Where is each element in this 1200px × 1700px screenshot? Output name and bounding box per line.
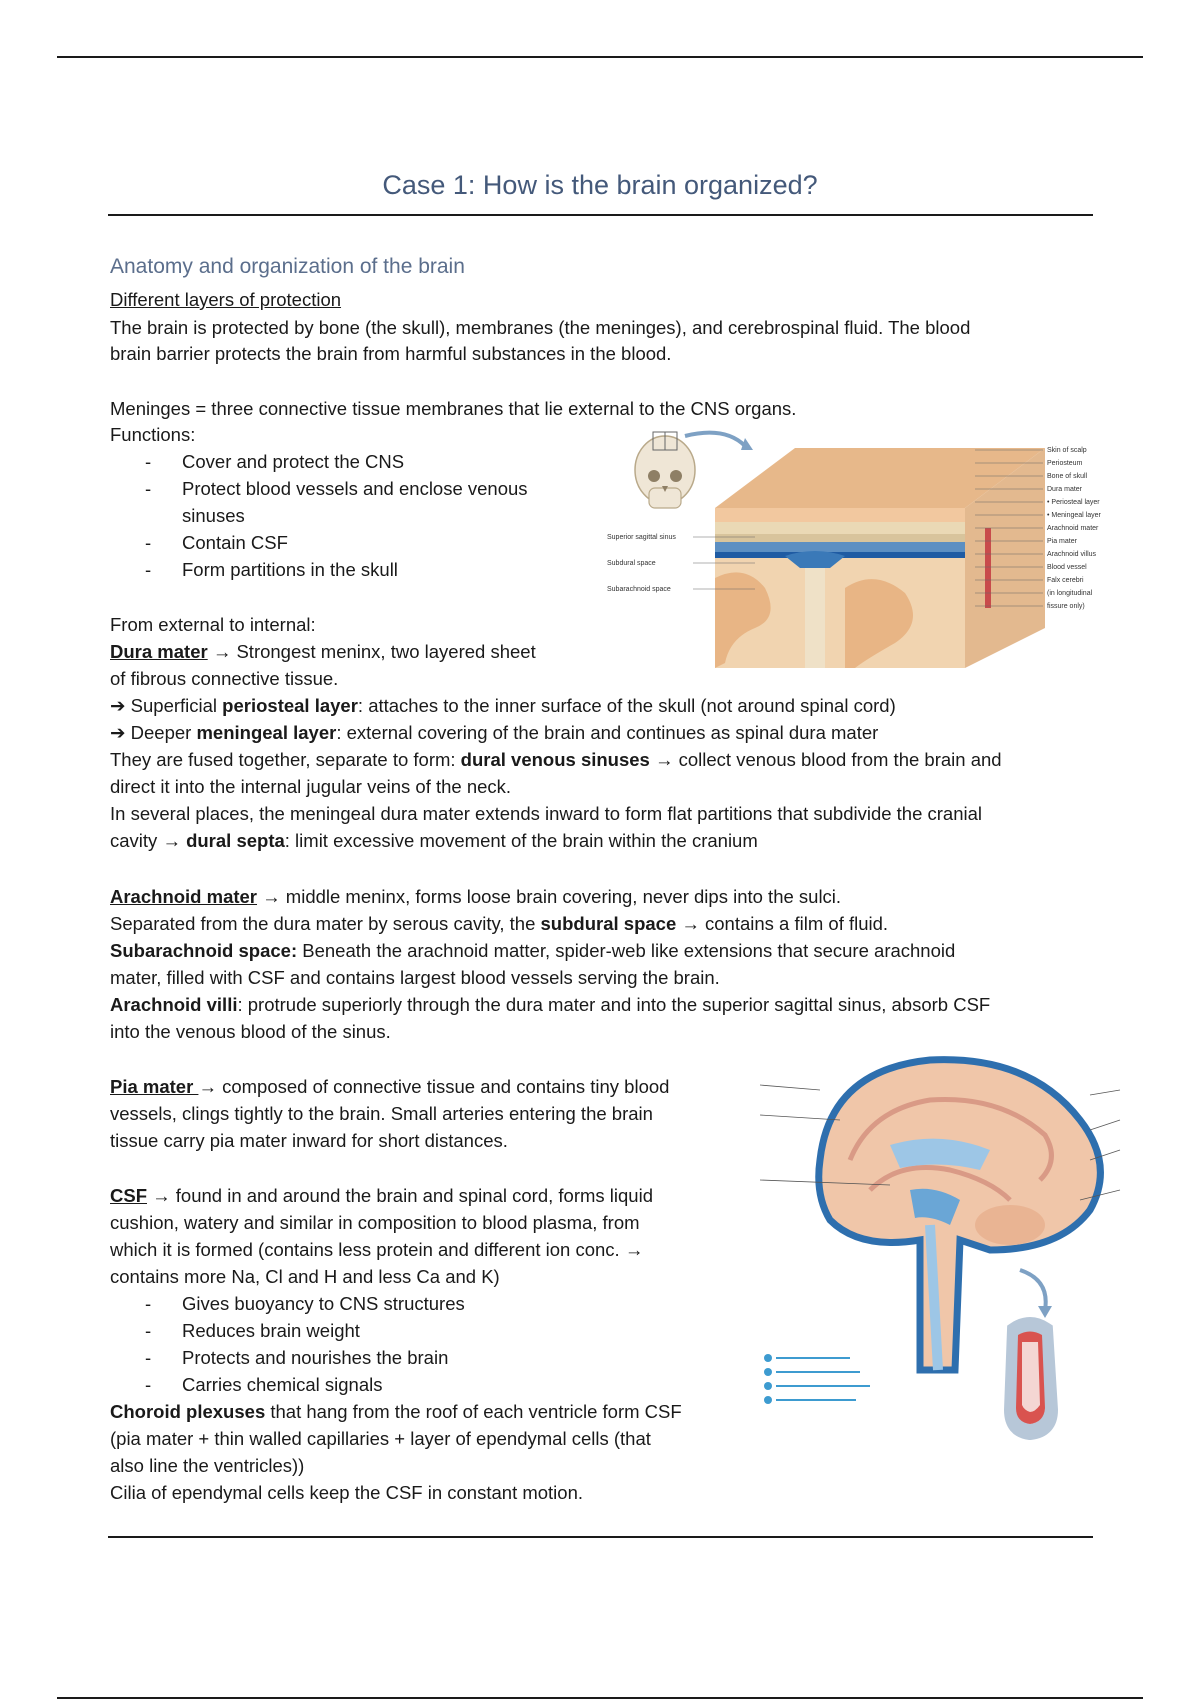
- paragraph-line: vessels, clings tightly to the brain. Small arteries entering the brain: [110, 1103, 653, 1124]
- text-span: → composed of connective tissue and contains tiny blood: [198, 1076, 670, 1097]
- list-item: Protect blood vessels and enclose venous: [182, 478, 528, 499]
- choroid-line: [110, 1399, 682, 1426]
- order-label: From external to internal:: [110, 614, 316, 635]
- top-rule: [57, 56, 1143, 58]
- choroid-plexus-detail: [1012, 1325, 1050, 1432]
- bullet-dash: -: [145, 478, 152, 499]
- figure-label: Falx cerebri: [1047, 577, 1084, 584]
- figure-label: Blood vessel: [1047, 564, 1087, 571]
- subarachnoid-term: Subarachnoid space:: [110, 940, 298, 961]
- text-span: : protrude superiorly through the dura mater and into the superior sagittal sinus, absorb CSF: [237, 994, 991, 1015]
- paragraph-line: of fibrous connective tissue.: [110, 668, 339, 689]
- text-span: Beneath the arachnoid matter, spider-web like extensions that secure arachnoid: [297, 940, 956, 961]
- text-span: → found in and around the brain and spinal cord, forms liquid: [147, 1185, 653, 1206]
- subheading-protection: Different layers of protection: [110, 289, 342, 310]
- subdural-term: subdural space: [540, 913, 677, 934]
- paragraph-line: The brain is protected by bone (the skull), membranes (the meninges), and cerebrospinal fluid. The blood: [110, 317, 971, 338]
- meninges-definition: Meninges = three connective tissue membranes that lie external to the CNS organs.: [110, 398, 797, 419]
- text-span: Deeper: [125, 722, 197, 743]
- text-span: cavity: [110, 830, 163, 851]
- list-item: Reduces brain weight: [182, 1320, 360, 1341]
- periosteal-term: periosteal layer: [222, 695, 358, 716]
- pointer-arrow: [685, 433, 745, 446]
- figure-label: (in longitudinal: [1047, 590, 1093, 597]
- figure-label: Skin of scalp: [1047, 447, 1087, 454]
- dura-mater-term: Dura mater: [110, 641, 208, 662]
- figure-label: Subarachnoid space: [607, 586, 671, 593]
- arachnoid-line: [110, 884, 841, 911]
- text-span: → contains a film of fluid.: [676, 913, 889, 934]
- bullet-dash: -: [145, 1320, 152, 1341]
- text-span: : limit excessive movement of the brain within the cranium: [284, 830, 758, 851]
- subarachnoid-line: [110, 938, 955, 965]
- text-span: They are fused together, separate to form:: [110, 749, 461, 770]
- step-legend: [764, 1354, 870, 1404]
- text-span: Separated from the dura mater by serous cavity, the: [110, 913, 541, 934]
- fused-line: [110, 747, 1002, 774]
- dural-septa-term: dural septa: [180, 830, 285, 851]
- text-span: Superficial: [125, 695, 223, 716]
- figure-label: Bone of skull: [1047, 473, 1088, 480]
- paragraph-line: tissue carry pia mater inward for short distances.: [110, 1130, 508, 1151]
- bullet-dash: -: [145, 532, 152, 553]
- paragraph-line: which it is formed (contains less protein and different ion conc. →: [110, 1239, 644, 1260]
- paragraph-line: Cilia of ependymal cells keep the CSF in constant motion.: [110, 1482, 584, 1503]
- content-end-rule: [108, 1536, 1093, 1538]
- figure-label: Subdural space: [607, 560, 656, 567]
- text-span: : attaches to the inner surface of the skull (not around spinal cord): [357, 695, 896, 716]
- dura-mater-line: [110, 639, 536, 666]
- arachnoid-term: Arachnoid mater: [110, 886, 258, 907]
- text-span: → middle meninx, forms loose brain covering, never dips into the sulci.: [257, 886, 842, 907]
- figure-label: fissure only): [1047, 603, 1085, 610]
- csf-line: [110, 1183, 653, 1210]
- bullet-dash: -: [145, 1374, 152, 1395]
- arrow-glyph: →: [212, 641, 232, 662]
- meningeal-term: meningeal layer: [196, 722, 337, 743]
- ventricles-figure: [760, 1050, 1160, 1490]
- paragraph-line: mater, filled with CSF and contains largest blood vessels serving the brain.: [110, 967, 720, 988]
- list-item: Form partitions in the skull: [182, 559, 398, 580]
- figure-label: Periosteum: [1047, 460, 1083, 467]
- pia-term: Pia mater: [110, 1076, 199, 1097]
- skull-icon: [635, 432, 695, 508]
- brain-sagittal: [819, 1060, 1101, 1370]
- paragraph-line: cushion, watery and similar in composition to blood plasma, from: [110, 1212, 640, 1233]
- functions-label: Functions:: [110, 424, 196, 445]
- bullet-dash: -: [145, 1347, 152, 1368]
- list-item: Contain CSF: [182, 532, 288, 553]
- figure-label: Superior sagittal sinus: [607, 534, 676, 541]
- list-item-continuation: sinuses: [182, 505, 245, 526]
- paragraph-line: contains more Na, Cl and H and less Ca and K): [110, 1266, 500, 1287]
- paragraph-line: In several places, the meningeal dura mater extends inward to form flat partitions that subdivide the cranial: [110, 803, 983, 824]
- pia-line: [110, 1074, 669, 1101]
- meninges-figure: [605, 428, 1125, 668]
- list-item: Protects and nourishes the brain: [182, 1347, 449, 1368]
- bullet-dash: -: [145, 1293, 152, 1314]
- dura-mater-desc: Strongest meninx, two layered sheet: [231, 641, 536, 662]
- paragraph-line: direct it into the internal jugular veins of the neck.: [110, 776, 512, 797]
- bottom-rule: [57, 1697, 1143, 1699]
- tissue-block: [715, 448, 1045, 668]
- list-item: Cover and protect the CNS: [182, 451, 405, 472]
- meningeal-line: [110, 720, 878, 747]
- paragraph-line: also line the ventricles)): [110, 1455, 305, 1476]
- pointer-arrow: [1020, 1270, 1046, 1310]
- figure-label: Arachnoid villus: [1047, 551, 1097, 558]
- text-span: that hang from the roof of each ventricle form CSF: [265, 1401, 682, 1422]
- list-item: Carries chemical signals: [182, 1374, 383, 1395]
- bullet-dash: -: [145, 559, 152, 580]
- septa-line: [110, 828, 758, 855]
- page-title: Case 1: How is the brain organized?: [382, 170, 818, 200]
- figure-label: • Periosteal layer: [1047, 499, 1100, 506]
- villi-term: Arachnoid villi: [110, 994, 238, 1015]
- arrow-bullet-icon: ➔: [110, 695, 126, 716]
- arrow-glyph: →: [162, 830, 181, 851]
- bullet-dash: -: [145, 451, 152, 472]
- dural-sinuses-term: dural venous sinuses: [460, 749, 650, 770]
- figure-label: Pia mater: [1047, 538, 1077, 545]
- figure-label: Dura mater: [1047, 486, 1083, 493]
- paragraph-line: (pia mater + thin walled capillaries + layer of ependymal cells (that: [110, 1428, 651, 1449]
- paragraph-line: brain barrier protects the brain from harmful substances in the blood.: [110, 343, 672, 364]
- figure-label: Arachnoid mater: [1047, 525, 1099, 532]
- text-span: : external covering of the brain and continues as spinal dura mater: [336, 722, 879, 743]
- csf-term: CSF: [110, 1185, 147, 1206]
- figure-label: • Meningeal layer: [1047, 512, 1101, 519]
- arrow-bullet-icon: ➔: [110, 722, 126, 743]
- text-span: → collect venous blood from the brain and: [649, 749, 1002, 770]
- paragraph-line: into the venous blood of the sinus.: [110, 1021, 391, 1042]
- subdural-line: [110, 911, 888, 938]
- list-item: Gives buoyancy to CNS structures: [182, 1293, 465, 1314]
- periosteal-line: [110, 693, 896, 720]
- villi-line: [110, 992, 990, 1019]
- choroid-term: Choroid plexuses: [110, 1401, 266, 1422]
- section-heading: Anatomy and organization of the brain: [110, 255, 465, 278]
- title-underline: [108, 214, 1093, 216]
